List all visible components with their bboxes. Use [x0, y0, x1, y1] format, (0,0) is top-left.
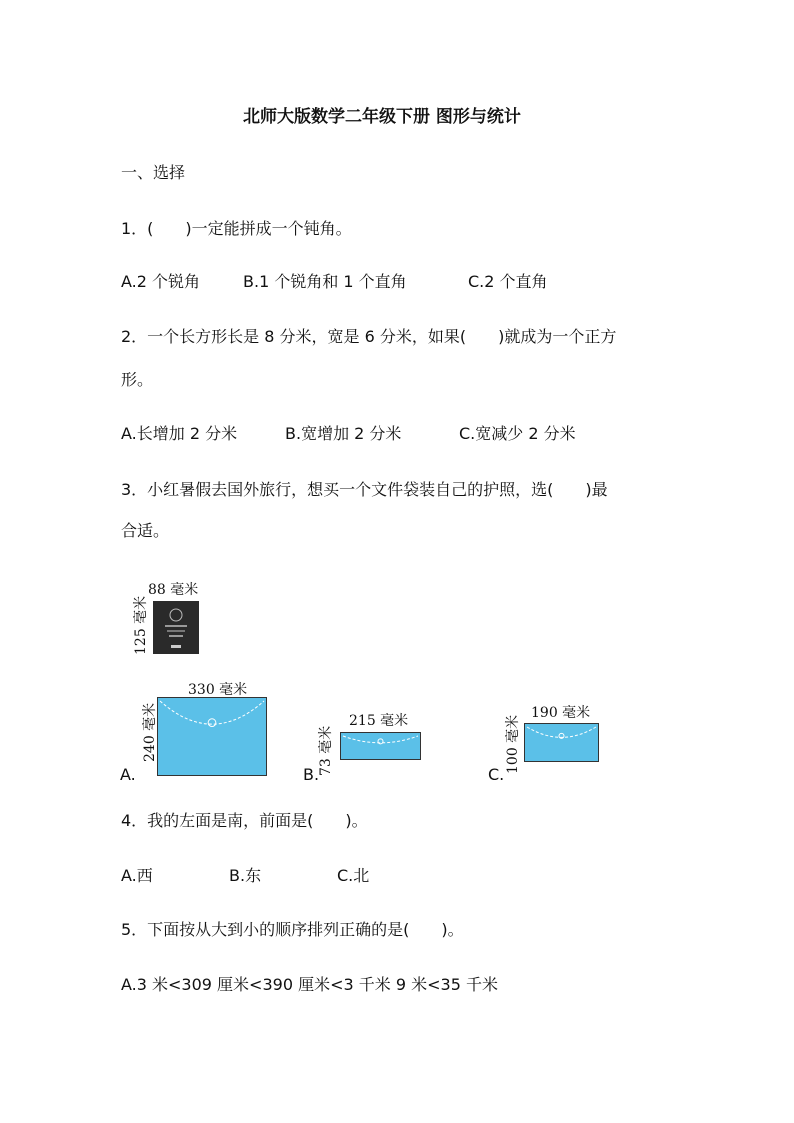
question-2-stem-line1: 2．一个长方形长是 8 分米，宽是 6 分米，如果( )就成为一个正方	[121, 327, 617, 346]
envelope-b-option-letter[interactable]: B.	[303, 765, 320, 784]
q4-option-c[interactable]: C.北	[337, 866, 370, 885]
q4-option-b[interactable]: B.东	[229, 866, 262, 885]
question-4-stem: 4．我的左面是南，前面是( )。	[121, 811, 368, 830]
envelope-c-image[interactable]	[524, 723, 599, 762]
envelope-b-image[interactable]	[340, 732, 421, 760]
q4-option-a[interactable]: A.西	[121, 866, 153, 885]
envelope-c-option-letter[interactable]: C.	[488, 765, 505, 784]
passport-width-label: 88 毫米	[148, 582, 199, 598]
q2-option-b[interactable]: B.宽增加 2 分米	[285, 424, 402, 443]
envelope-a-height-label: 240 毫米	[142, 702, 158, 762]
q2-option-c[interactable]: C.宽减少 2 分米	[459, 424, 576, 443]
q1-option-a[interactable]: A.2 个锐角	[121, 272, 201, 291]
question-1-stem: 1．( )一定能拼成一个钝角。	[121, 219, 352, 238]
page-title: 北师大版数学二年级下册 图形与统计	[243, 107, 521, 127]
question-2-stem-line2: 形。	[121, 370, 154, 389]
passport-height-label: 125 毫米	[133, 595, 149, 655]
envelope-a-option-letter[interactable]: A.	[120, 765, 136, 784]
question-5-stem: 5．下面按从大到小的顺序排列正确的是( )。	[121, 920, 464, 939]
section-heading: 一、选择	[121, 163, 186, 182]
envelope-a-width-label: 330 毫米	[188, 682, 248, 698]
question-3-stem-line2: 合适。	[121, 521, 170, 540]
envelope-b-width-label: 215 毫米	[349, 713, 409, 729]
envelope-b-height-label: 73 毫米	[318, 725, 334, 776]
envelope-c-height-label: 100 毫米	[505, 714, 521, 774]
q5-option-a[interactable]: A.3 米<309 厘米<390 厘米<3 千米 9 米<35 千米	[121, 975, 498, 994]
question-3-stem-line1: 3．小红暑假去国外旅行，想买一个文件袋装自己的护照，选( )最	[121, 480, 608, 499]
q2-option-a[interactable]: A.长增加 2 分米	[121, 424, 238, 443]
envelope-a-image[interactable]	[157, 697, 267, 776]
q1-option-c[interactable]: C.2 个直角	[468, 272, 548, 291]
envelope-c-width-label: 190 毫米	[531, 705, 591, 721]
passport-image	[153, 601, 199, 654]
q1-option-b[interactable]: B.1 个锐角和 1 个直角	[243, 272, 407, 291]
